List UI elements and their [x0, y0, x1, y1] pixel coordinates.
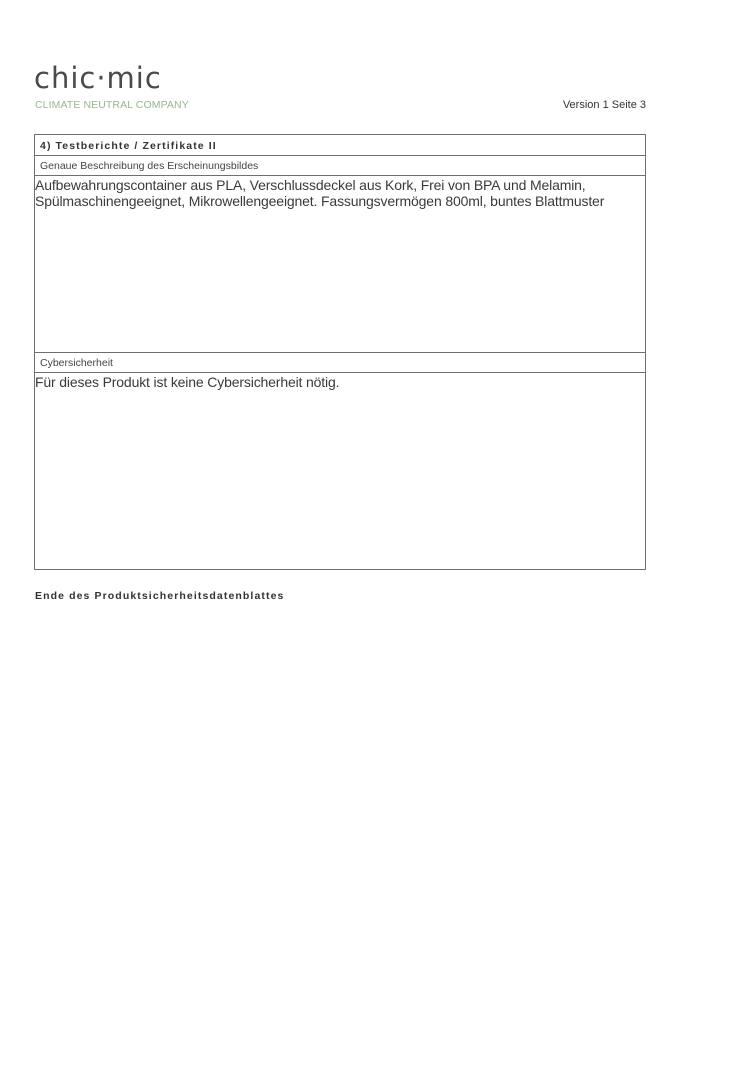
version-page-label: Version 1 Seite 3	[562, 99, 646, 111]
description-text: Aufbewahrungscontainer aus PLA, Verschlussdeckel aus Kork, Frei von BPA und Melamin, Spülmaschinengeeignet, Mikrowellengeeignet. Fassungsvermögen 800ml, buntes Blattmuster	[35, 176, 645, 353]
brand-tagline: CLIMATE NEUTRAL COMPANY	[35, 99, 189, 111]
end-of-datasheet-note: Ende des Produktsicherheitsdatenblattes	[35, 590, 285, 602]
cybersecurity-text: Für dieses Produkt ist keine Cybersicherheit nötig.	[35, 374, 340, 390]
cybersecurity-label: Cybersicherheit	[35, 353, 645, 373]
brand-logo: chic·mic	[34, 61, 162, 95]
datasheet-table	[34, 134, 646, 570]
section-title: 4) Testberichte / Zertifikate II	[35, 135, 645, 156]
description-label: Genaue Beschreibung des Erscheinungsbildes	[35, 156, 645, 176]
